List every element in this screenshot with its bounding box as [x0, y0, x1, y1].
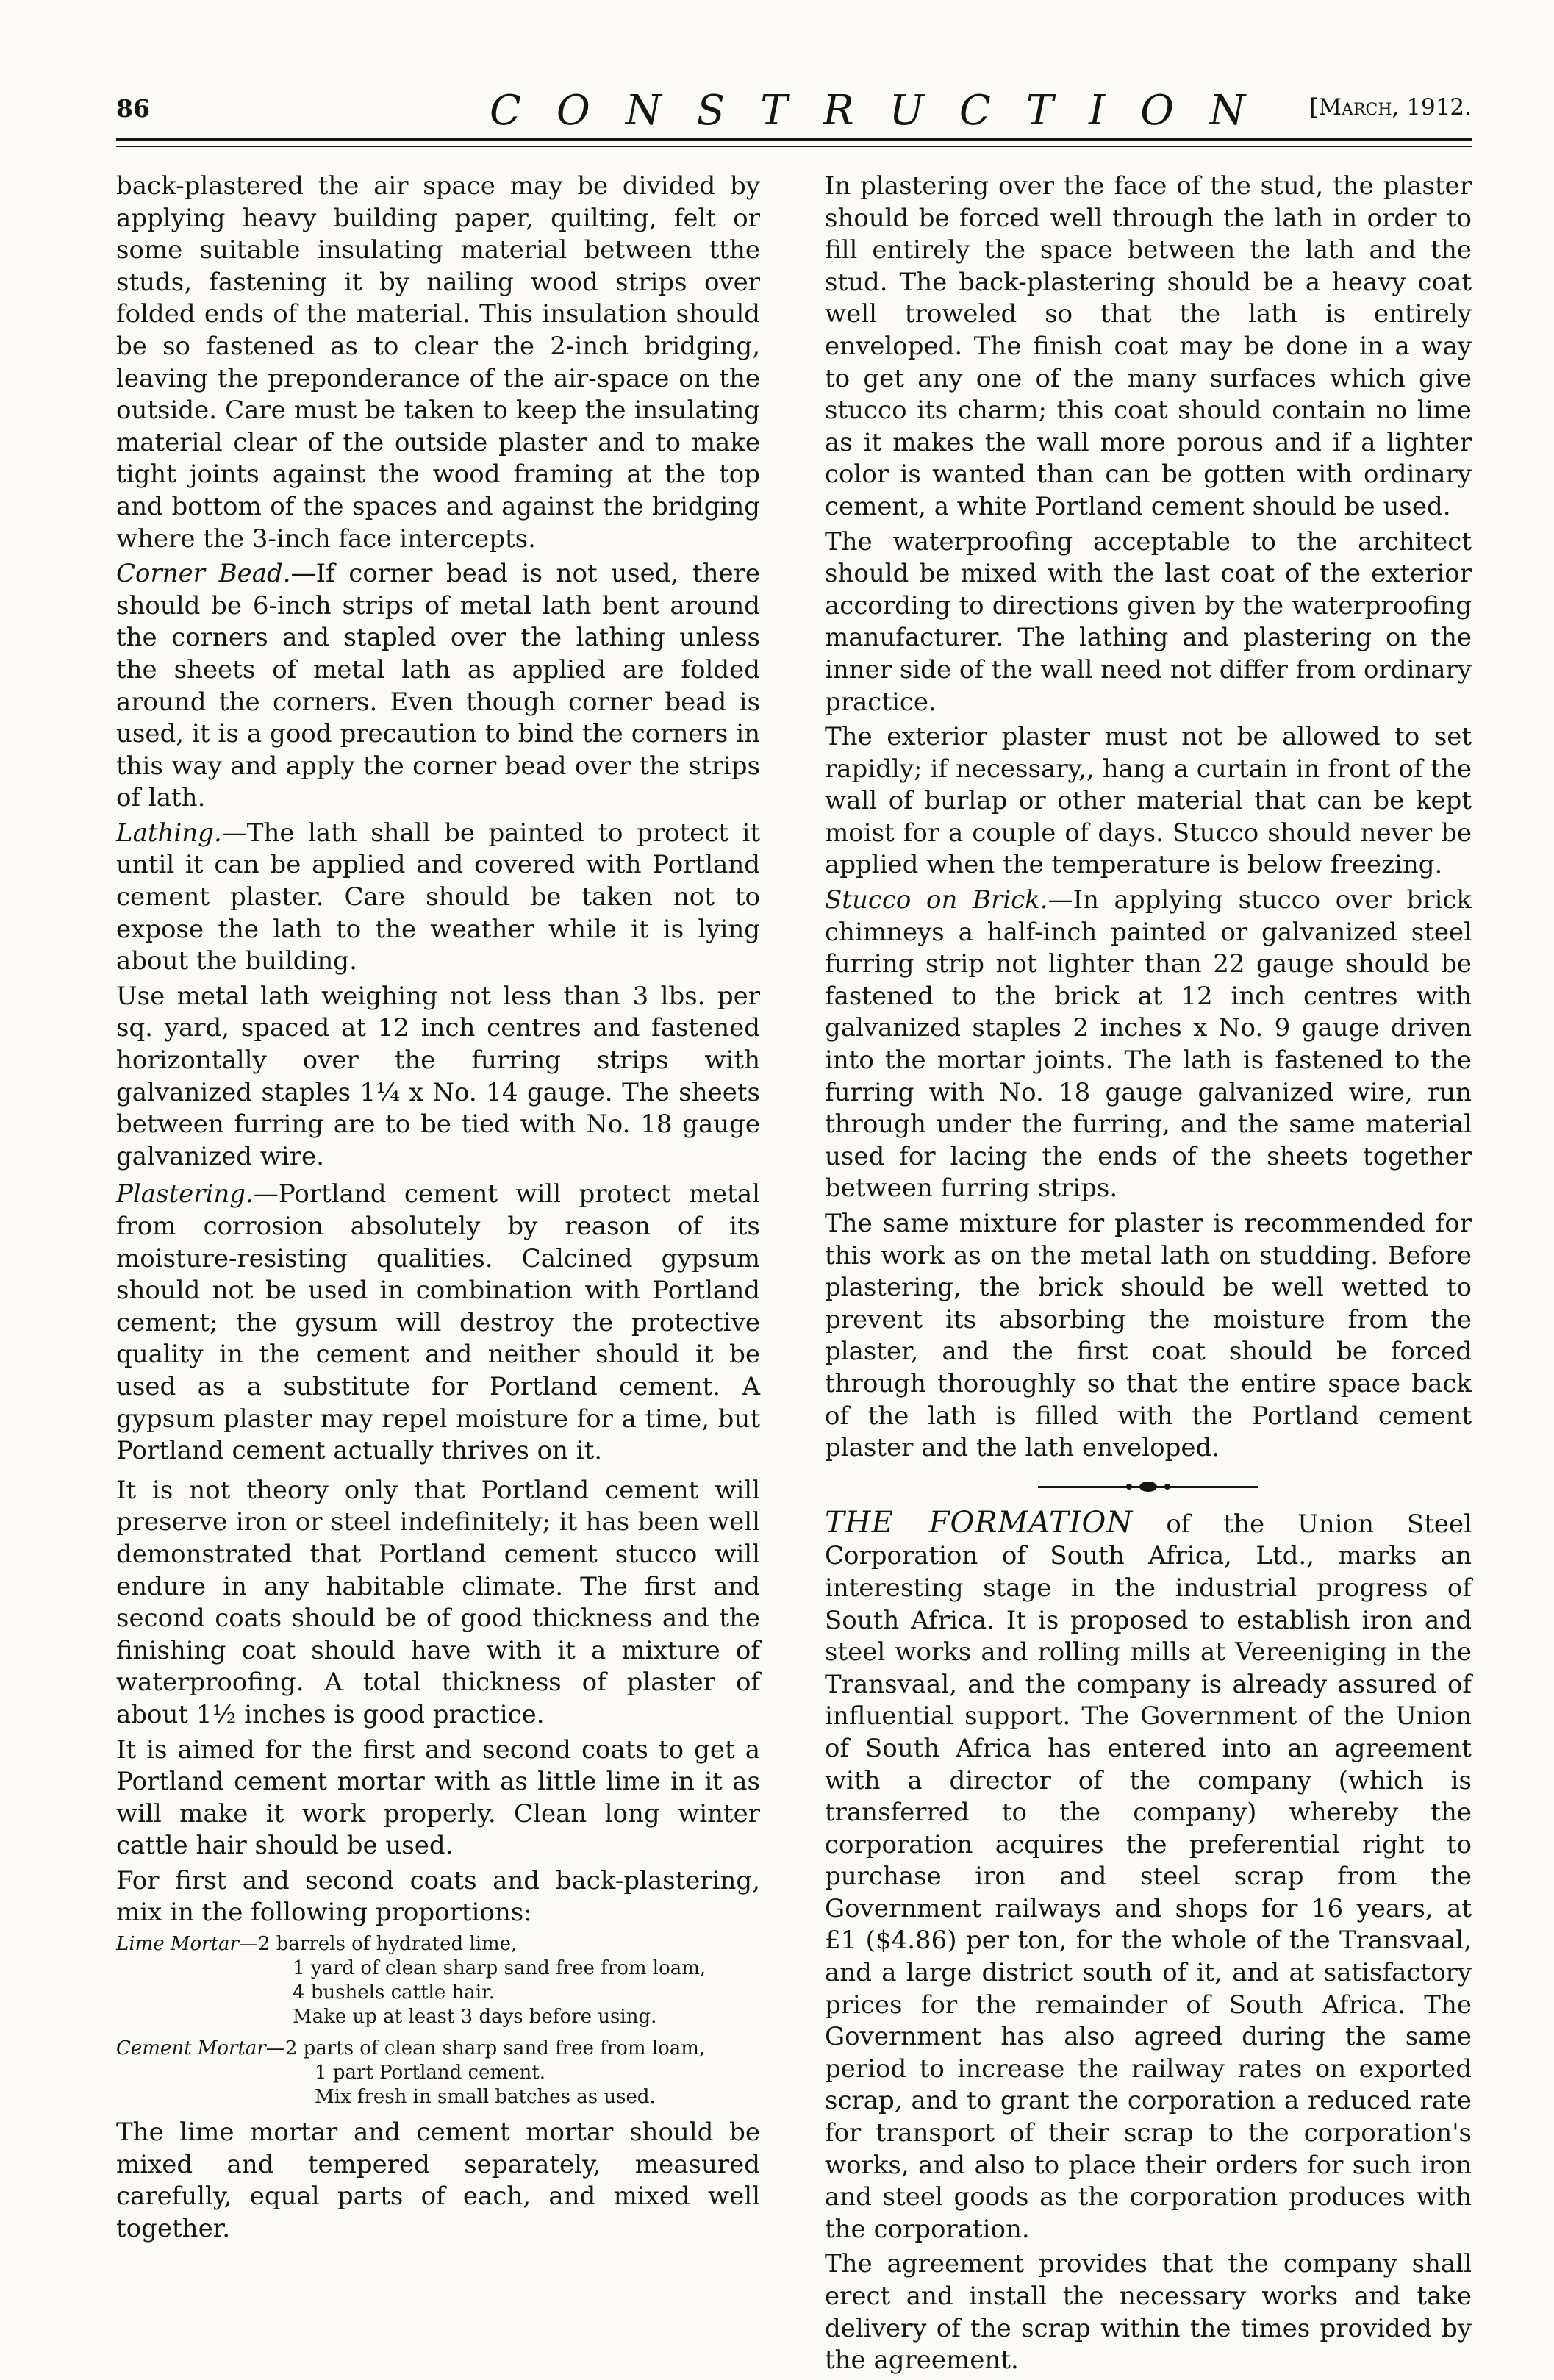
lime-mortar-label: Lime Mortar: [116, 1933, 239, 1956]
paragraph-face-of-stud: In plastering over the face of the stud, the plaster should be forced well through the lath in order to fill entirely the space between the lath and the stud. The back-plastering should be a heavy coat well troweled so that the lath is entirely enveloped. The finish coat may be done in a way to get any one of the many surfaces which give stucco its charm; this coat should contain no lime as it makes the wall more porous and if a lighter color is wanted than can be gotten with ordinary cement, a white Portland cement should be used.: [825, 171, 1472, 521]
paragraph-corner-bead: [116, 558, 760, 815]
paragraph-agreement: The agreement provides that the company shall erect and install the necessary works and take delivery of the scrap within the times provided by the agreement.: [825, 2249, 1472, 2376]
journal-title: CONSTRUCTION: [490, 87, 1281, 135]
cement-mortar-line-1: —2 parts of clean sharp sand free from loam,: [265, 2037, 706, 2060]
header-rule-top: [116, 138, 1472, 141]
corner-bead-text: —If corner bead is not used, there should be 6-inch strips of metal lath bent around the corners and stapled over the lathing unless the sheets of metal lath as applied are folded around the corners. Even though corner bead is used, it is a good precaution to bind the corners in this way and apply the corner bead over the strips of lath.: [116, 559, 761, 813]
lime-mortar-line-4: Make up at least 3 days before using.: [293, 2006, 657, 2029]
lathing-text: —The lath shall be painted to protect it until it can be applied and covered with Portland cement plaster. Care should be taken not to expose the lath to the weather while it is lying about the building.: [116, 818, 760, 976]
paragraph-same-mixture: The same mixture for plaster is recommended for this work as on the metal lath on studding. Before plastering, the brick should be well wetted to prevent its absorbing the moisture from the plaster, and the first coat should be forced through thoroughly so that the entire space back of the lath is filled with the Portland cement plaster and the lath enveloped.: [825, 1209, 1472, 1463]
paragraph-stucco-on-brick: [825, 885, 1472, 1205]
paragraph-plastering: [116, 1179, 760, 1467]
cement-mortar-label: Cement Mortar: [116, 2037, 266, 2060]
plastering-text: —Portland cement will protect metal from corrosion absolutely by reason of its moisture-resisting qualities. Calcined gypsum should not be used in combination with Portland cement; the gysum will destroy the protective quality in the cement and neither should it be used as a substitute for Portland cement. A gypsum plaster may repel moisture for a time, but Portland cement actually thrives on it.: [116, 1179, 760, 1466]
paragraph-aimed: It is aimed for the first and second coats to get a Portland cement mortar with as little lime in it as will make it work properly. Clean long winter cattle hair should be used.: [116, 1734, 760, 1861]
page-number: 86: [116, 94, 150, 123]
stucco-on-brick-heading: Stucco on Brick.: [825, 885, 1048, 915]
plastering-heading: Plastering.: [116, 1179, 254, 1209]
cement-mortar-line-3: Mix fresh in small batches as used.: [315, 2086, 656, 2109]
formation-lead-in: THE FORMATION: [825, 1505, 1134, 1540]
paragraph-mix-together: The lime mortar and cement mortar should be mixed and tempered separately, measured carefully, equal parts of each, and mixed well together.: [116, 2118, 760, 2243]
paragraph-lathing: [116, 818, 760, 978]
header-rule-bottom: [116, 146, 1472, 147]
paragraph-theory: It is not theory only that Portland cement will preserve iron or steel indefinitely; it has been well demonstrated that Portland cement stucco will endure in any habitable climate. The first and second coats should be of good thickness and the finishing coat should have with it a mixture of waterproofing. A total thickness of plaster of about 1½ inches is good practice.: [116, 1475, 760, 1729]
lathing-heading: Lathing.: [116, 818, 222, 848]
paragraph-insulation: back-plastered the air space may be divided by applying heavy building paper, quilting, felt or some suitable insulating material between tthe studs, fastening it by nailing wood strips over folded ends of the material. This insulation should be so fastened as to clear the 2-inch bridging, leaving the preponderance of the air-space on the outside. Care must be taken to keep the insulating material clear of the outside plaster and to make tight joints against the wood framing at the top and bottom of the spaces and against the bridging where the 3-inch face intercepts.: [116, 171, 760, 554]
lime-mortar-line-3: 4 bushels cattle hair.: [293, 1981, 495, 2004]
running-header: [116, 87, 1472, 135]
cement-mortar-line-2: 1 part Portland cement.: [315, 2062, 545, 2084]
left-column: [116, 171, 760, 2248]
formation-text: of the Union Steel Corporation of South Africa, Ltd., marks an interesting stage in the industrial progress of South Africa. It is proposed to establish iron and steel works and rolling mills at Vereeniging in the Transvaal, and the company is already assured of influential support. The Government of the Union of South Africa has entered into an agreement with a director of the company (which is transferred to the company) whereby the corporation acquires the preferential right to purchase iron and steel scrap from the Government railways and shops for 16 years, at £1 ($4.86) per ton, for the whole of the Transvaal, and a large district south of it, and at satisfactory prices for the remainder of South Africa. The Government has also agreed during the same period to increase the railway rates on exported scrap, and to grant the corporation a reduced rate for transport of their scrap to the corporation's works, and also to place their orders for such iron and steel goods as the corporation produces with the corporation.: [825, 1509, 1472, 2244]
paragraph-proportions: For first and second coats and back-plastering, mix in the following proportions:: [116, 1865, 760, 1928]
paragraph-metal-lath: Use metal lath weighing not less than 3 lbs. per sq. yard, spaced at 12 inch centres and fastened horizontally over the furring strips with galvanized staples 1¼ x No. 14 gauge. The sheets between furring are to be tied with No. 18 gauge galvanized wire.: [116, 981, 760, 1171]
right-column: [825, 171, 1472, 2380]
paragraph-waterproofing: The waterproofing acceptable to the architect should be mixed with the last coat of the exterior according to directions given by the waterproofing manufacturer. The lathing and plastering on the inner side of the wall need not differ from ordinary practice.: [825, 526, 1472, 717]
lime-mortar-line-1: —2 barrels of hydrated lime,: [238, 1933, 518, 1956]
ornamental-divider: [825, 1472, 1472, 1501]
lime-mortar-line-2: 1 yard of clean sharp sand free from loam,: [293, 1957, 706, 1980]
corner-bead-heading: Corner Bead.: [116, 559, 291, 589]
lime-mortar-recipe: [116, 1932, 760, 2029]
stucco-on-brick-text: —In applying stucco over brick chimneys a half-inch painted or galvanized steel furring strip not lighter than 22 gauge should be fastened to the brick at 12 inch centres with galvanized staples 2 inches x No. 9 gauge driven into the mortar joints. The lath is fastened to the furring with No. 18 gauge galvanized wire, run through under the furring, and the same material used for lacing the ends of the sheets together between furring strips.: [825, 885, 1472, 1204]
issue-date: [March, 1912.: [1309, 94, 1472, 121]
paragraph-exterior-plaster: The exterior plaster must not be allowed to set rapidly; if necessary,, hang a curtain in front of the wall of burlap or other material that can be kept moist for a couple of days. Stucco should never be applied when the temperature is below freezing.: [825, 722, 1472, 880]
cement-mortar-recipe: [116, 2037, 760, 2109]
paragraph-union-steel: [825, 1507, 1472, 2246]
